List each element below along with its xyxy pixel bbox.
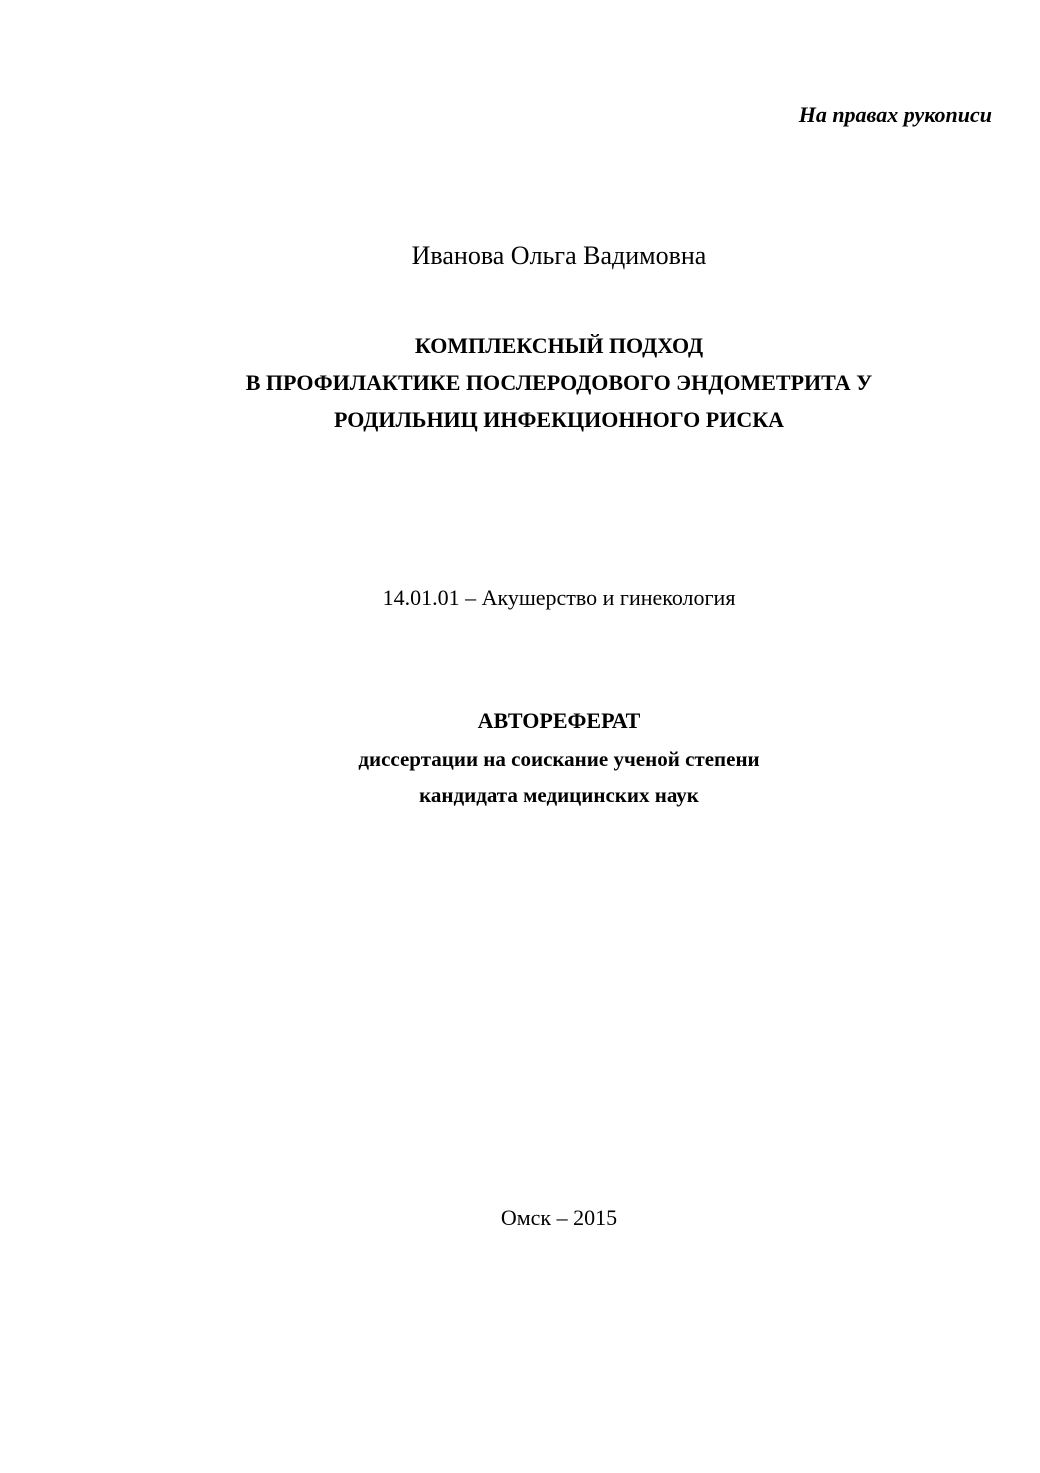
title-line-3: РОДИЛЬНИЦ ИНФЕКЦИОННОГО РИСКА: [333, 407, 785, 432]
title-line-2: В ПРОФИЛАКТИКЕ ПОСЛЕРОДОВОГО ЭНДОМЕТРИТА У: [245, 370, 873, 395]
dissertation-title: [0, 327, 1040, 438]
document-type-block: [0, 706, 1040, 816]
manuscript-note: На правах рукописи: [798, 102, 992, 127]
document-type: АВТОРЕФЕРАТ: [477, 708, 641, 733]
degree-line-2: кандидата медицинских наук: [419, 783, 699, 807]
author-name: Иванова Ольга Вадимовна: [411, 241, 707, 270]
degree-line-1: диссертации на соискание ученой степени: [358, 747, 760, 771]
title-line-1: КОМПЛЕКСНЫЙ ПОДХОД: [414, 333, 704, 358]
place-and-year: Омск – 2015: [500, 1205, 618, 1230]
specialty-code: 14.01.01 – Акушерство и гинекология: [382, 585, 736, 610]
